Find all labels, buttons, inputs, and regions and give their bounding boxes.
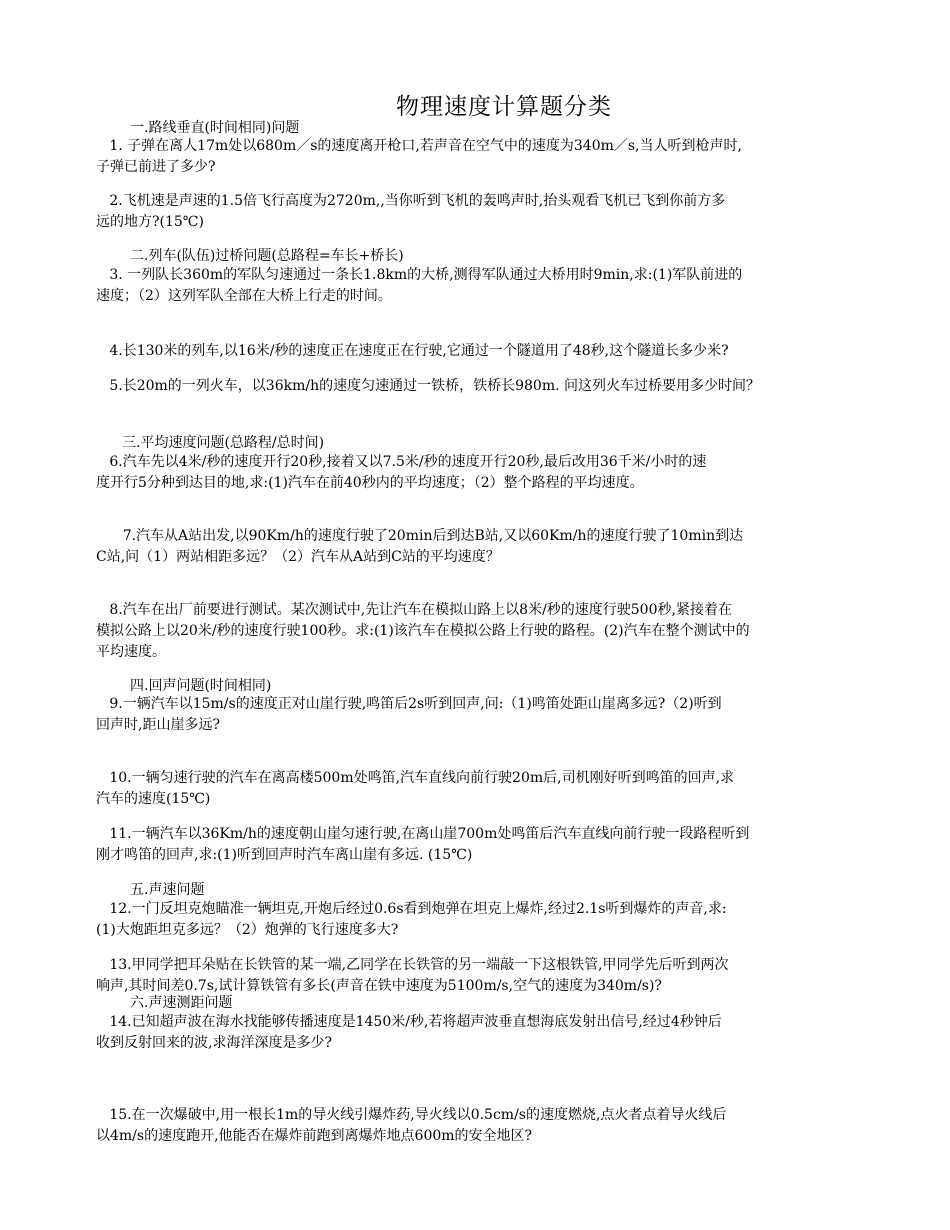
- problem-line: 12.一门反坦克炮瞄准一辆坦克,开炮后经过0.6s看到炮弹在坦克上爆炸,经过2.1s听到爆炸的声音,求:: [96, 901, 727, 917]
- problem-3: [96, 265, 871, 307]
- problem-line: 6.汽车先以4米/秒的速度开行20秒,接着又以7.5米/秒的速度开行20秒,最后改用36千米/小时的速: [96, 454, 707, 470]
- problem-14: [96, 1012, 871, 1054]
- problem-line: 刚才鸣笛的回声,求:(1)听到回声时汽车离山崖有多远. (15℃): [96, 847, 473, 863]
- problem-11: [96, 824, 871, 866]
- problem-line: 响声,其时间差0.7s,试计算铁管有多长(声音在铁中速度为5100m/s,空气的速度为340m/s)?: [96, 978, 662, 994]
- problem-8: [96, 600, 871, 663]
- problem-line: 13.甲同学把耳朵贴在长铁管的某一端,乙同学在长铁管的另一端敲一下这根铁管,甲同学先后听到两次: [96, 957, 729, 973]
- section-heading: 五.声速问题: [130, 882, 205, 898]
- problem-13: [96, 955, 871, 997]
- problem-line: 远的地方?(15℃): [96, 214, 204, 230]
- problem-line: C站,问（1）两站相距多远？（2）汽车从A站到C站的平均速度？: [96, 549, 500, 565]
- problem-line: 3. 一列队长360m的军队匀速通过一条长1.8km的大桥,测得军队通过大桥用时9min,求:(1)军队前进的: [96, 267, 743, 283]
- problem-15: [96, 1105, 871, 1147]
- problem-line: 14.已知超声波在海水找能够传播速度是1450米/秒,若将超声波垂直想海底发射出信号,经过4秒钟后: [96, 1014, 722, 1030]
- problem-line: 汽车的速度(15℃): [96, 791, 211, 807]
- problem-line: 模拟公路上以20米/秒的速度行驶100秒。求:(1)该汽车在模拟公路上行驶的路程。(2)汽车在整个测试中的: [96, 623, 750, 639]
- problem-line: 回声时,距山崖多远?: [96, 717, 220, 733]
- problem-line: (1)大炮距坦克多远？（2）炮弹的飞行速度多大?: [96, 922, 399, 938]
- problem-9: [96, 694, 871, 736]
- problem-line: 10.一辆匀速行驶的汽车在离高楼500m处鸣笛,汽车直线向前行驶20m后,司机刚好听到鸣笛的回声,求: [96, 770, 735, 786]
- problem-line: 5.长20m的一列火车，以36km/h的速度匀速通过一铁桥，铁桥长980m. 问这列火车过桥要用多少时间？: [96, 378, 760, 394]
- problem-line: 子弹已前进了多少?: [96, 159, 216, 175]
- problem-5: [96, 376, 871, 397]
- document-title: 物理速度计算题分类: [396, 94, 612, 120]
- problem-line: 7.汽车从A站出发,以90Km/h的速度行驶了20min后到达B站,又以60Km/h的速度行驶了10min到达: [96, 528, 744, 544]
- problem-1: [96, 136, 871, 178]
- problem-line: 4.长130米的列车,以16米/秒的速度正在速度正在行驶,它通过一个隧道用了48秒,这个隧道长多少米?: [96, 343, 729, 359]
- section-heading: 三.平均速度问题(总路程/总时间): [122, 435, 325, 451]
- problem-6: [96, 452, 871, 494]
- problem-line: 11.一辆汽车以36Km/h的速度朝山崖匀速行驶,在离山崖700m处鸣笛后汽车直线向前行驶一段路程听到: [96, 826, 750, 842]
- problem-7: [96, 526, 871, 568]
- problem-line: 1. 子弹在离人17m处以680m／s的速度离开枪口,若声音在空气中的速度为340m／s,当人听到枪声时,: [96, 138, 742, 154]
- problem-line: 8.汽车在出厂前要进行测试。某次测试中,先让汽车在模拟山路上以8米/秒的速度行驶500秒,紧接着在: [96, 602, 732, 618]
- problem-10: [96, 768, 871, 810]
- problem-line: 速度；（2）这列军队全部在大桥上行走的时间。: [96, 288, 392, 304]
- section-heading: 六.声速测距问题: [130, 995, 233, 1011]
- problem-line: 9.一辆汽车以15m/s的速度正对山崖行驶,鸣笛后2s听到回声,问:（1)鸣笛处距山崖离多远?（2)听到: [96, 696, 722, 712]
- problem-line: 以4m/s的速度跑开,他能否在爆炸前跑到离爆炸地点600m的安全地区?: [96, 1128, 533, 1144]
- problem-line: 收到反射回来的波,求海洋深度是多少?: [96, 1035, 332, 1051]
- section-heading: 二.列车(队伍)过桥问题(总路程=车长+桥长): [130, 248, 404, 264]
- section-heading: 一.路线垂直(时间相同)问题: [130, 120, 300, 136]
- problem-line: 度开行5分种到达目的地,求:(1)汽车在前40秒内的平均速度；（2）整个路程的平均速度。: [96, 475, 644, 491]
- problem-line: 平均速度。: [96, 644, 166, 660]
- problem-2: [96, 191, 871, 233]
- problem-12: [96, 899, 871, 941]
- problem-4: [96, 341, 871, 362]
- problem-line: 2.飞机速是声速的1.5倍飞行高度为2720m,,当你听到飞机的轰鸣声时,抬头观看飞机已飞到你前方多: [96, 193, 726, 209]
- problem-line: 15.在一次爆破中,用一根长1m的导火线引爆炸药,导火线以0.5cm/s的速度燃烧,点火者点着导火线后: [96, 1107, 727, 1123]
- section-heading: 四.回声问题(时间相同): [130, 678, 272, 694]
